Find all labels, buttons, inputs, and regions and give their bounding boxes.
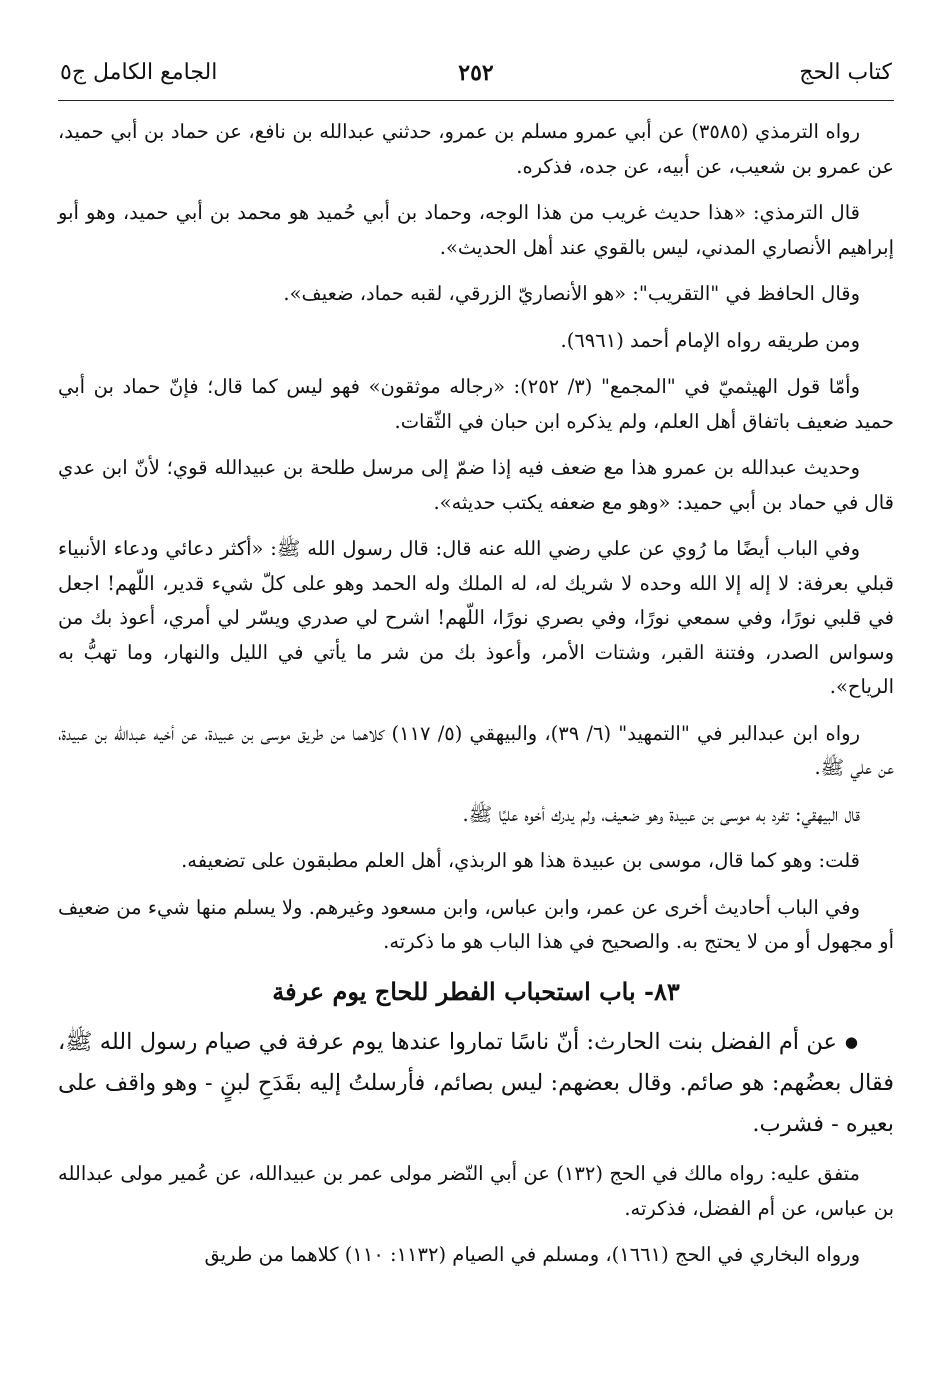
book-title: كتاب الحج <box>799 60 892 85</box>
hadith-body: عن أم الفضل بنت الحارث: أنّ ناسًا تماروا عندها يوم عرفة في صيام رسول الله ﷺ، فقال بعضُهم: هو صائم. وقال بعضهم: ليس بصائم، فأرسلتُ إليه بقَدَحِ لبنٍ - وهو واقف على بعيره - فشرب. <box>58 1028 894 1137</box>
paragraph: متفق عليه: رواه مالك في الحج (١٣٢) عن أبي النّضر مولى عمر بن عبيدالله، عن عُمير مولى عبدالله بن عباس، عن أم الفضل، فذكرته. <box>58 1162 894 1220</box>
volume-title: الجامع الكامل ج٥ <box>60 60 218 85</box>
hadith-text <box>58 1022 894 1146</box>
paragraph: ومن طريقه رواه الإمام أحمد (٦٩٦١). <box>560 328 860 352</box>
paragraph: وأمّا قول الهيثميّ في "المجمع" (٣/ ٢٥٢): «رجاله موثقون» فهو ليس كما قال؛ فإنّ حماد بن أبي حميد ضعيف باتفاق أهل العلم، ولم يذكره ابن حبان في الثّقات. <box>58 375 894 433</box>
paragraph: وحديث عبدالله بن عمرو هذا مع ضعف فيه إذا ضمّ إلى مرسل طلحة بن عبيدالله قوي؛ لأنّ ابن عدي قال في حماد بن أبي حميد: «وهو مع ضعفه يكتب حديثه». <box>58 456 894 514</box>
page-header <box>58 52 894 101</box>
paragraph: رواه ابن عبدالبر في "التمهيد" (٦/ ٣٩)، والبيهقي (٥/ ١١٧) كلاهما من طريق موسى بن عبيدة، عن أخيه عبدالله بن عبيدة، عن علي ﷺ. <box>58 721 894 779</box>
paragraph: قال الترمذي: «هذا حديث غريب من هذا الوجه، وحماد بن أبي حُميد هو محمد بن أبي حميد، وهو أبو إبراهيم الأنصاري المدني، ليس بالقوي عند أهل الحديث». <box>58 201 894 259</box>
paragraph: قلت: وهو كما قال، موسى بن عبيدة هذا هو الربذي، أهل العلم مطبقون على تضعيفه. <box>181 849 860 872</box>
page-body <box>58 101 894 1273</box>
chapter-heading: ٨٣- باب استحباب الفطر للحاج يوم عرفة <box>272 976 680 1006</box>
page-number: ٢٥٢ <box>458 60 494 86</box>
paragraph: رواه الترمذي (٣٥٨٥) عن أبي عمرو مسلم بن عمرو، حدثني عبدالله بن نافع، عن حماد بن أبي حميد، عن عمرو بن شعيب، عن أبيه، عن جده، فذكره. <box>58 120 894 178</box>
paragraph: وفي الباب أحاديث أخرى عن عمر، وابن عباس، وابن مسعود وغيرهم. ولا يسلم منها شيء من ضعيف أو مجهول أو من لا يحتج به. والصحيح في هذا الباب هو ما ذكرته. <box>58 895 894 953</box>
paragraph: قال البيهقي: تفرد به موسى بن عبيدة وهو ضعيف، ولم يدرك أخوه عليًا ﷺ. <box>462 802 860 826</box>
book-page <box>58 52 894 1285</box>
paragraph: وقال الحافظ في "التقريب": «هو الأنصاريّ الزرقي، لقبه حماد، ضعيف». <box>283 282 860 305</box>
paragraph: ورواه البخاري في الحج (١٦٦١)، ومسلم في الصيام (١١٣٢: ١١٠) كلاهما من طريق <box>204 1243 860 1266</box>
bullet-icon: ● <box>844 1033 858 1051</box>
paragraph: وفي الباب أيضًا ما رُوي عن علي رضي الله عنه قال: قال رسول الله ﷺ: «أكثر دعائي ودعاء الأنبياء قبلي بعرفة: لا إله إلا الله وحده لا شريك له، له الملك وله الحمد وهو على كلّ شيء قدير، اللّهم! اجعل في قلبي نورًا، وفي سمعي نورًا، وفي بصري نورًا، اللّهم! اشرح لي صدري ويسّر لي أمري، أعوذ بك من وسواس الصدر، وفتنة القبر، وشتات الأمر، وأعوذ بك من شر ما يأتي في الليل والنهار، وما تهبُّ به الرياح». <box>58 537 894 698</box>
